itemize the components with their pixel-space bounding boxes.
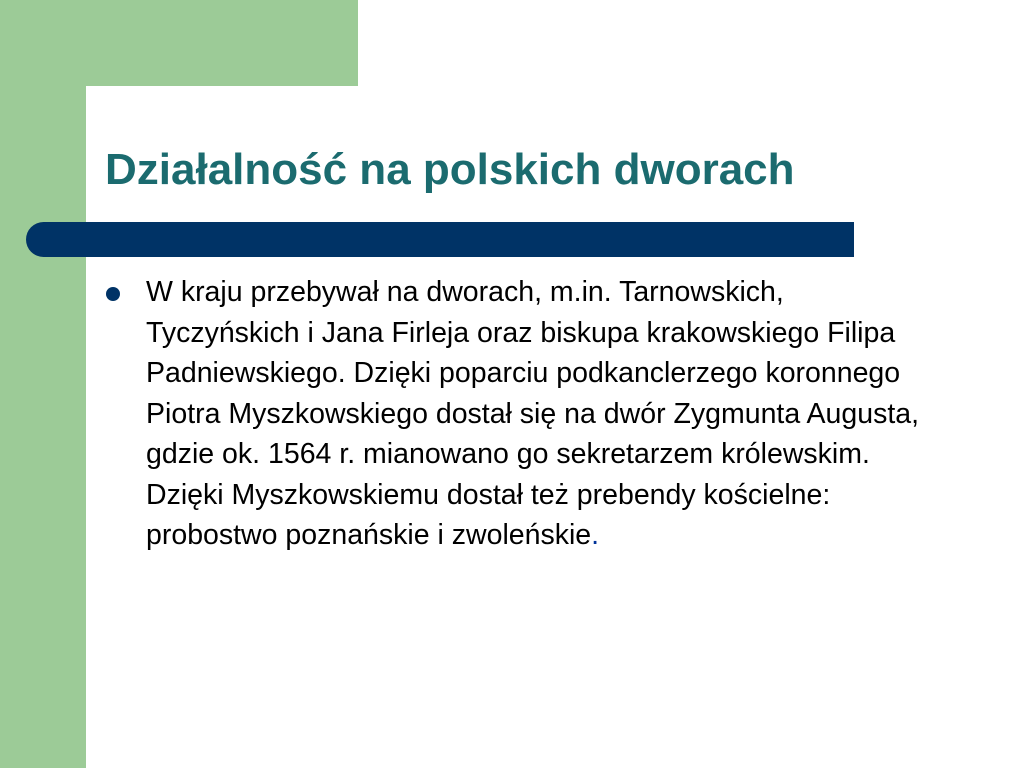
title-underline-bar xyxy=(26,222,854,257)
green-side-strip xyxy=(0,0,86,768)
bullet-item xyxy=(106,272,926,556)
bullet-body-text: W kraju przebywał na dworach, m.in. Tarnowskich, Tyczyńskich i Jana Firleja oraz biskupa krakowskiego Filipa Padniewskiego. Dzięki poparciu podkanclerzego koronnego Piotra Myszkowskiego dostał się na dwór Zygmunta Augusta, gdzie ok. 1564 r. mianowano go sekretarzem królewskim. Dzięki Myszkowskiemu dostał też prebendy kościelne: probostwo poznańskie i zwoleńskie xyxy=(146,276,920,551)
bullet-dot-icon xyxy=(106,287,120,301)
rounded-content-corner xyxy=(86,86,146,146)
bullet-list xyxy=(106,272,926,556)
slide-title: Działalność na polskich dworach xyxy=(105,145,795,194)
green-top-block xyxy=(0,0,358,86)
bullet-end-mark: . xyxy=(591,519,600,551)
bullet-text xyxy=(146,272,926,556)
